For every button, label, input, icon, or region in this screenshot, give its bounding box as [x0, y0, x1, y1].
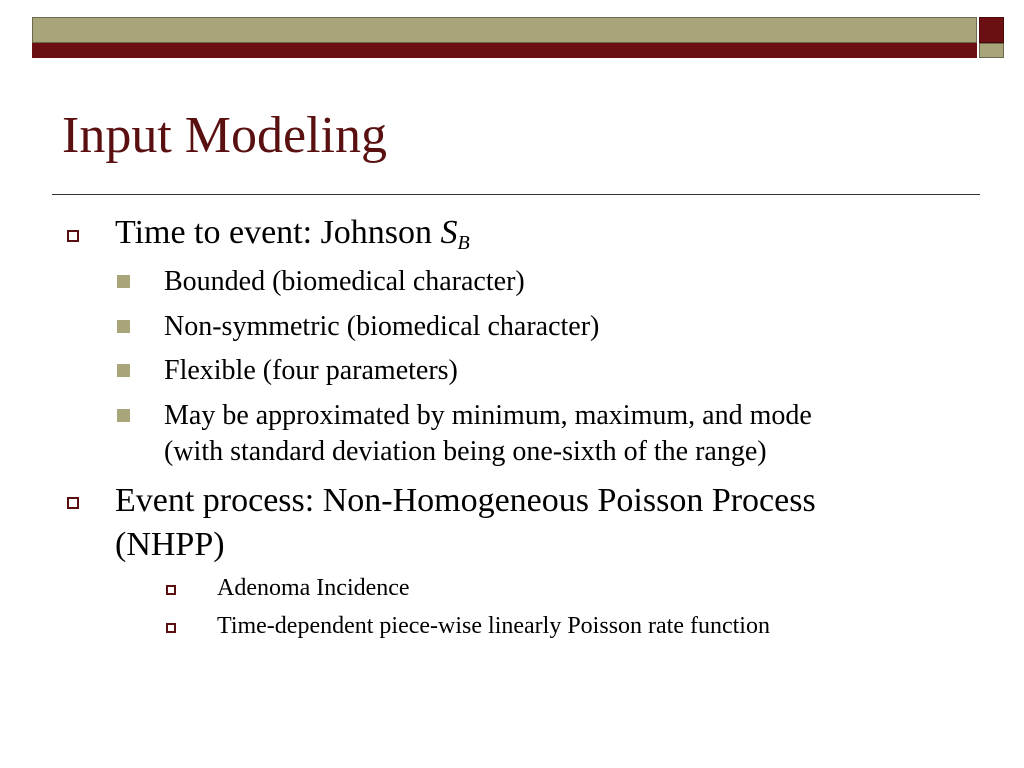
johnson-subscript: B [457, 232, 470, 254]
hollow-square-bullet-icon [166, 623, 176, 633]
bullet-text: Time to event: Johnson [115, 214, 441, 251]
johnson-symbol: S [440, 214, 458, 251]
solid-square-bullet-icon [117, 409, 130, 422]
bullet-event-process-continued: (NHPP) [115, 526, 225, 563]
sub-bullet-adenoma-incidence: Adenoma Incidence [217, 575, 410, 601]
sub-bullet-bounded: Bounded (biomedical character) [164, 266, 525, 297]
bullet-event-process: Event process: Non-Homogeneous Poisson Process [115, 482, 816, 519]
header-band-olive [32, 17, 977, 43]
sub-bullet-non-symmetric: Non-symmetric (biomedical character) [164, 311, 600, 342]
sub-bullet-approximated-continued: (with standard deviation being one-sixth of the range) [164, 436, 767, 467]
bullet-time-to-event [115, 213, 470, 263]
sub-bullet-flexible: Flexible (four parameters) [164, 355, 458, 386]
slide-title: Input Modeling [62, 107, 387, 164]
solid-square-bullet-icon [117, 364, 130, 377]
title-divider [52, 194, 980, 195]
solid-square-bullet-icon [117, 275, 130, 288]
sub-bullet-approximated: May be approximated by minimum, maximum, and mode [164, 400, 812, 431]
sub-bullet-rate-function: Time-dependent piece-wise linearly Poisson rate function [217, 613, 770, 639]
solid-square-bullet-icon [117, 320, 130, 333]
hollow-square-bullet-icon [67, 497, 79, 509]
hollow-square-bullet-icon [67, 230, 79, 242]
hollow-square-bullet-icon [166, 585, 176, 595]
header-corner-red [979, 17, 1004, 43]
header-band-red [32, 43, 977, 58]
header-corner-olive [979, 43, 1004, 58]
